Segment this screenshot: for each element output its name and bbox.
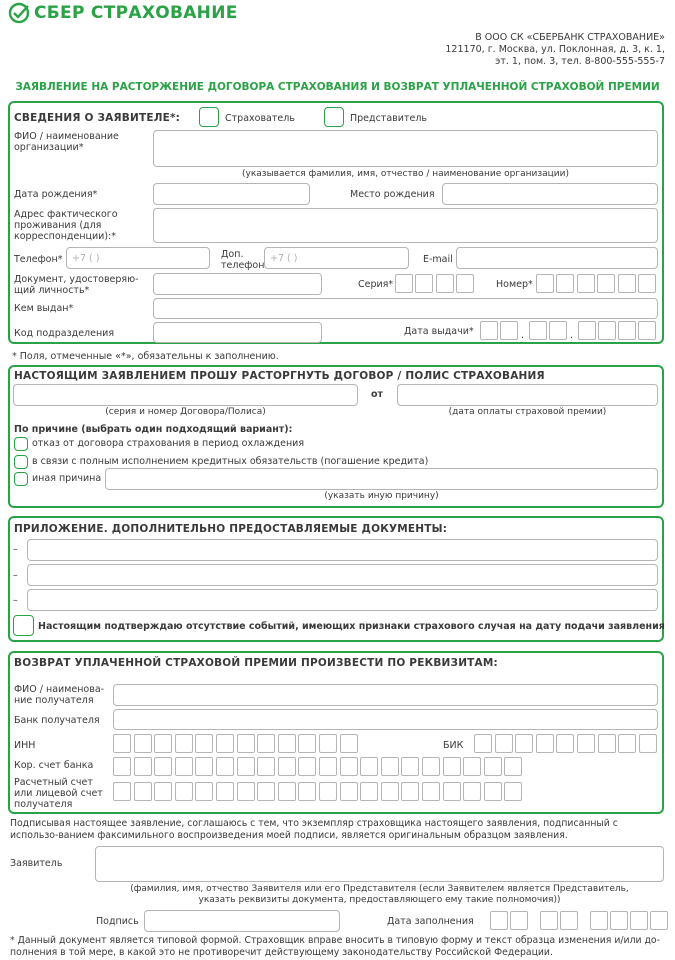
extra-phone-placeholder: +7 ( ) [270, 253, 298, 264]
attachment-dash: – [13, 570, 18, 581]
account-cell[interactable] [401, 782, 419, 801]
reason-repaid-checkbox[interactable] [14, 455, 28, 469]
email-field[interactable] [456, 247, 658, 269]
issue-date-cell[interactable] [578, 321, 596, 340]
attachments-heading: ПРИЛОЖЕНИЕ. ДОПОЛНИТЕЛЬНО ПРЕДОСТАВЛЯЕМЫЕ ДОКУМЕНТЫ: [14, 523, 448, 535]
account-cell[interactable] [463, 782, 481, 801]
fill-date-cell[interactable] [560, 911, 578, 930]
email-label: E-mail [423, 254, 453, 265]
account-cell[interactable] [422, 782, 440, 801]
inn-cell[interactable] [113, 734, 131, 753]
inn-cell[interactable] [175, 734, 193, 753]
representative-label: Представитель [350, 113, 427, 124]
issue-date-cell[interactable] [529, 321, 547, 340]
bik-cell[interactable] [556, 734, 574, 753]
fio-field[interactable] [153, 130, 658, 167]
account-cell[interactable] [504, 782, 522, 801]
recipient-fio-label: ФИО / наименова-ние получателя [14, 684, 105, 706]
corr-account-cell[interactable] [216, 757, 234, 776]
signature-label: Подпись [96, 916, 139, 927]
logo-text: СБЕР СТРАХОВАНИЕ [34, 3, 238, 23]
account-cell[interactable] [237, 782, 255, 801]
confirm-checkbox[interactable] [13, 615, 34, 636]
issue-date-cell[interactable] [618, 321, 636, 340]
account-cell[interactable] [175, 782, 193, 801]
number-cell[interactable] [536, 274, 554, 293]
from-label: от [371, 389, 384, 400]
id-doc-label: Документ, удостоверяю-щий личность* [14, 274, 139, 296]
fio-hint: (указывается фамилия, имя, отчество / наименование организации) [242, 169, 569, 179]
reason-cooling-checkbox[interactable] [14, 437, 28, 451]
birth-date-label: Дата рождения* [14, 189, 98, 200]
account-cell[interactable] [340, 782, 358, 801]
account-cell[interactable] [360, 782, 378, 801]
reason-cooling-label: отказ от договора страхования в период охлаждения [32, 438, 305, 449]
bik-cell[interactable] [577, 734, 595, 753]
extra-phone-label: Доп. телефон [221, 249, 265, 271]
date-separator: . [570, 330, 574, 341]
fill-date-cell[interactable] [510, 911, 528, 930]
bik-cell[interactable] [598, 734, 616, 753]
corr-account-cell[interactable] [175, 757, 193, 776]
corr-account-cell[interactable] [278, 757, 296, 776]
account-cell[interactable] [319, 782, 337, 801]
inn-label: ИНН [14, 740, 36, 751]
reason-other-checkbox[interactable] [14, 472, 28, 486]
attachment-field-2[interactable] [27, 564, 658, 586]
attachment-field-1[interactable] [27, 539, 658, 561]
footnote: * Данный документ является типовой формой. Страховщик вправе вносить в типовую форму и текст образца изменения и/или до-полнения в той мере, в какой это не противоречит действующему законодательству Российской Федерации. [10, 935, 660, 958]
corr-account-label: Кор. счет банка [14, 760, 94, 771]
date-separator: . [521, 330, 525, 341]
fill-date-cell[interactable] [650, 911, 668, 930]
corr-account-cell[interactable] [401, 757, 419, 776]
issued-by-field[interactable] [153, 298, 658, 319]
inn-cell[interactable] [319, 734, 337, 753]
issue-date-cell[interactable] [480, 321, 498, 340]
inn-cell[interactable] [195, 734, 213, 753]
corr-account-cell[interactable] [381, 757, 399, 776]
issue-date-cell[interactable] [500, 321, 518, 340]
reason-label: По причине (выбрать один подходящий вариант): [14, 424, 293, 435]
sber-logo-icon [8, 2, 30, 24]
issue-date-cell[interactable] [638, 321, 656, 340]
bik-cell[interactable] [515, 734, 533, 753]
series-cell[interactable] [395, 274, 413, 293]
representative-checkbox[interactable] [324, 107, 344, 127]
account-label: Расчетный счет или лицевой счет получателя [14, 777, 103, 810]
reason-repaid-label: в связи с полным исполнением кредитных обязательств (погашение кредита) [32, 456, 429, 467]
bik-label: БИК [443, 740, 464, 751]
contract-hint: (серия и номер Договора/Полиса) [105, 407, 266, 417]
dept-code-label: Код подразделения [14, 328, 115, 339]
required-note: * Поля, отмеченные «*», обязательны к заполнению. [12, 351, 279, 362]
corr-account-cell[interactable] [443, 757, 461, 776]
account-cell[interactable] [134, 782, 152, 801]
attachment-dash: – [13, 595, 18, 606]
phone-label: Телефон* [14, 254, 63, 265]
series-cell[interactable] [436, 274, 454, 293]
bik-cell[interactable] [474, 734, 492, 753]
address-label: Адрес фактического проживания (для корреспонденции):* [14, 209, 118, 242]
address-line-1: В ООО СК «СБЕРБАНК СТРАХОВАНИЕ» [475, 32, 665, 43]
address-field[interactable] [153, 208, 658, 243]
corr-account-cell[interactable] [504, 757, 522, 776]
bik-cell[interactable] [536, 734, 554, 753]
fill-date-label: Дата заполнения [387, 916, 474, 927]
page-title: ЗАЯВЛЕНИЕ НА РАСТОРЖЕНИЕ ДОГОВОРА СТРАХОВАНИЯ И ВОЗВРАТ УПЛАЧЕННОЙ СТРАХОВОЙ ПРЕМИИ [15, 81, 660, 93]
attachment-dash: – [13, 544, 18, 555]
address-line-2: 121170, г. Москва, ул. Поклонная, д. 3, к. 1, [445, 44, 665, 55]
contract-number-field[interactable] [13, 384, 358, 406]
signature-field[interactable] [144, 910, 340, 932]
fill-date-cell[interactable] [610, 911, 628, 930]
corr-account-cell[interactable] [463, 757, 481, 776]
birth-place-label: Место рождения [350, 189, 435, 200]
inn-cell[interactable] [257, 734, 275, 753]
fill-date-cell[interactable] [540, 911, 558, 930]
issued-by-label: Кем выдан* [14, 303, 74, 314]
account-cell[interactable] [216, 782, 234, 801]
inn-cell[interactable] [278, 734, 296, 753]
series-cell[interactable] [456, 274, 474, 293]
account-cell[interactable] [195, 782, 213, 801]
other-reason-field[interactable] [105, 468, 658, 490]
account-cell[interactable] [154, 782, 172, 801]
account-cell[interactable] [381, 782, 399, 801]
number-cell[interactable] [597, 274, 615, 293]
termination-heading: НАСТОЯЩИМ ЗАЯВЛЕНИЕМ ПРОШУ РАСТОРГНУТЬ ДОГОВОР / ПОЛИС СТРАХОВАНИЯ [14, 370, 545, 382]
attachment-field-3[interactable] [27, 589, 658, 611]
bik-cell[interactable] [639, 734, 657, 753]
corr-account-cell[interactable] [257, 757, 275, 776]
fill-date-cell[interactable] [490, 911, 508, 930]
corr-account-cell[interactable] [484, 757, 502, 776]
issue-date-cell[interactable] [598, 321, 616, 340]
corr-account-cell[interactable] [340, 757, 358, 776]
account-cell[interactable] [443, 782, 461, 801]
recipient-bank-field[interactable] [113, 709, 658, 730]
account-cell[interactable] [484, 782, 502, 801]
number-cell[interactable] [638, 274, 656, 293]
corr-account-cell[interactable] [195, 757, 213, 776]
inn-cell[interactable] [237, 734, 255, 753]
inn-cell[interactable] [216, 734, 234, 753]
applicant-heading: СВЕДЕНИЯ О ЗАЯВИТЕЛЕ*: [14, 112, 181, 124]
corr-account-cell[interactable] [319, 757, 337, 776]
corr-account-cell[interactable] [298, 757, 316, 776]
id-doc-field[interactable] [153, 273, 322, 295]
refund-heading: ВОЗВРАТ УПЛАЧЕННОЙ СТРАХОВОЙ ПРЕМИИ ПРОИЗВЕСТИ ПО РЕКВИЗИТАМ: [14, 657, 498, 669]
series-cell[interactable] [415, 274, 433, 293]
account-cell[interactable] [113, 782, 131, 801]
applicant-name-field[interactable] [95, 846, 664, 882]
number-cell[interactable] [618, 274, 636, 293]
account-cell[interactable] [257, 782, 275, 801]
number-label: Номер* [496, 279, 533, 290]
applicant-sign-label: Заявитель [10, 858, 63, 869]
confirm-label: Настоящим подтверждаю отсутствие событий, имеющих признаки страхового случая на дату подачи заявления [38, 621, 665, 632]
fill-date-cell[interactable] [590, 911, 608, 930]
corr-account-cell[interactable] [360, 757, 378, 776]
birth-place-field[interactable] [442, 183, 658, 205]
corr-account-cell[interactable] [237, 757, 255, 776]
insured-checkbox[interactable] [199, 107, 219, 127]
inn-cell[interactable] [340, 734, 358, 753]
applicant-hint-2: указать реквизиты документа, предоставляющего ему такие полномочия)) [198, 895, 561, 905]
payment-date-field[interactable] [397, 384, 658, 406]
inn-cell[interactable] [154, 734, 172, 753]
account-cell[interactable] [298, 782, 316, 801]
date-hint: (дата оплаты страховой премии) [448, 407, 607, 417]
corr-account-cell[interactable] [154, 757, 172, 776]
recipient-bank-label: Банк получателя [14, 715, 100, 726]
insured-label: Страхователь [225, 113, 295, 124]
fio-label: ФИО / наименование организации* [14, 131, 119, 153]
reason-other-label: иная причина [32, 473, 102, 484]
bik-cell[interactable] [495, 734, 513, 753]
issue-date-cell[interactable] [549, 321, 567, 340]
inn-cell[interactable] [298, 734, 316, 753]
other-reason-hint: (указать иную причину) [324, 491, 439, 501]
dept-code-field[interactable] [153, 322, 322, 343]
number-cell[interactable] [577, 274, 595, 293]
consent-text: Подписывая настоящее заявление, соглашаюсь с тем, что экземпляр страховщика настоящего заявления, подписанный с использо-ванием факсимильного воспроизведения моей подписи, является оригинальным образцом заявления. [10, 818, 618, 841]
address-line-3: эт. 1, пом. 3, тел. 8-800-555-555-7 [495, 56, 665, 67]
number-cell[interactable] [556, 274, 574, 293]
fill-date-cell[interactable] [630, 911, 648, 930]
account-cell[interactable] [278, 782, 296, 801]
recipient-fio-field[interactable] [113, 684, 658, 706]
corr-account-cell[interactable] [134, 757, 152, 776]
series-label: Серия* [358, 279, 394, 290]
corr-account-cell[interactable] [113, 757, 131, 776]
applicant-hint-1: (фамилия, имя, отчество Заявителя или его Представителя (если Заявителем является Представитель, [130, 884, 629, 894]
phone-placeholder: +7 ( ) [72, 253, 100, 264]
inn-cell[interactable] [134, 734, 152, 753]
corr-account-cell[interactable] [422, 757, 440, 776]
issue-date-label: Дата выдачи* [404, 326, 474, 337]
bik-cell[interactable] [618, 734, 636, 753]
birth-date-field[interactable] [153, 183, 310, 205]
